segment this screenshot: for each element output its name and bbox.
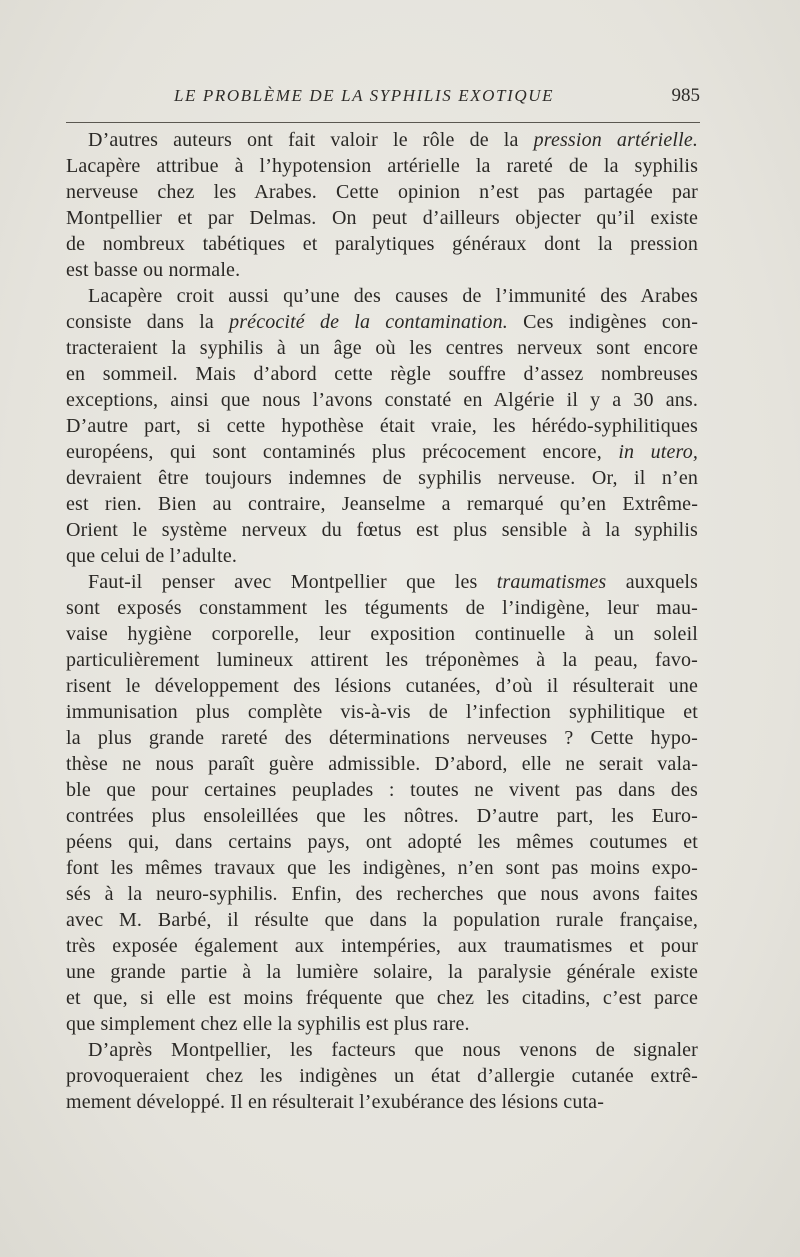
text-line: est basse ou normale. xyxy=(66,259,241,281)
text-line: Orient le système nerveux du fœtus est plus sensible à la syphilis xyxy=(66,519,698,541)
text-line: que celui de l’adulte. xyxy=(66,545,238,567)
text-line: très exposée également aux intempéries, aux traumatismes et pour xyxy=(66,935,698,957)
text-line: avec M. Barbé, il résulte que dans la population rurale française, xyxy=(66,909,698,931)
text-line: particulièrement lumineux attirent les tréponèmes à la peau, favo- xyxy=(66,649,698,671)
italic-term: traumatismes xyxy=(496,571,607,593)
text-line: devraient être toujours indemnes de syphilis nerveuse. Or, il n’en xyxy=(66,467,698,489)
text-line: ble que pour certaines peuplades : toutes ne vivent pas dans des xyxy=(66,779,698,801)
text-line: provoqueraient chez les indigènes un état d’allergie cutanée extrê- xyxy=(66,1065,698,1087)
italic-term: in utero, xyxy=(618,441,698,463)
text-line: mement développé. Il en résulterait l’exubérance des lésions cuta- xyxy=(66,1091,605,1113)
text-line: D’après Montpellier, les facteurs que nous venons de signaler xyxy=(88,1039,698,1061)
text-line: contrées plus ensoleillées que les nôtres. D’autre part, les Euro- xyxy=(66,805,698,827)
running-title: LE PROBLÈME DE LA SYPHILIS EXOTIQUE xyxy=(174,86,555,105)
text-line: Montpellier et par Delmas. On peut d’ailleurs objecter qu’il existe xyxy=(66,207,698,229)
text-line: risent le développement des lésions cutanées, d’où il résulterait une xyxy=(66,675,698,697)
text-line: nerveuse chez les Arabes. Cette opinion n’est pas partagée par xyxy=(66,181,698,203)
text-line: une grande partie à la lumière solaire, la paralysie générale existe xyxy=(66,961,698,983)
text-line: est rien. Bien au contraire, Jeanselme a remarqué qu’en Extrême- xyxy=(66,493,698,515)
text-line: que simplement chez elle la syphilis est plus rare. xyxy=(66,1013,470,1035)
italic-term: précocité de la contamination. xyxy=(229,311,508,333)
text-line: européens, qui sont contaminés plus précocement encore, in utero, xyxy=(66,441,698,463)
body-text xyxy=(66,127,698,1115)
text-line: immunisation plus complète vis-à-vis de l’infection syphilitique et xyxy=(66,701,698,723)
page-header xyxy=(66,86,700,116)
text-line: consiste dans la précocité de la contamination. Ces indigènes con- xyxy=(66,311,699,333)
text-line: vaise hygiène corporelle, leur exposition continuelle à un soleil xyxy=(66,623,698,645)
text-line: la plus grande rareté des déterminations nerveuses ? Cette hypo- xyxy=(66,727,698,749)
text-line: tracteraient la syphilis à un âge où les centres nerveux sont encore xyxy=(66,337,698,359)
text-line: de nombreux tabétiques et paralytiques généraux dont la pression xyxy=(66,233,698,255)
page-number: 985 xyxy=(671,85,700,106)
text-line: Lacapère attribue à l’hypotension artérielle la rareté de la syphilis xyxy=(66,155,698,177)
text-line: et que, si elle est moins fréquente que chez les citadins, c’est parce xyxy=(66,987,698,1009)
text-line: sont exposés constamment les téguments de l’indigène, leur mau- xyxy=(66,597,698,619)
text-line: font les mêmes travaux que les indigènes, n’en sont pas moins expo- xyxy=(66,857,698,879)
text-line: sés à la neuro-syphilis. Enfin, des recherches que nous avons faites xyxy=(66,883,698,905)
text-line: péens qui, dans certains pays, ont adopté les mêmes coutumes et xyxy=(66,831,698,853)
text-line: thèse ne nous paraît guère admissible. D’abord, elle ne serait vala- xyxy=(66,753,698,775)
text-line: D’autres auteurs ont fait valoir le rôle de la pression artérielle. xyxy=(88,129,699,151)
header-rule xyxy=(66,122,700,123)
text-line: en sommeil. Mais d’abord cette règle souffre d’assez nombreuses xyxy=(66,363,698,385)
italic-term: pression artérielle. xyxy=(533,129,699,151)
text-line: Faut-il penser avec Montpellier que les traumatismes auxquels xyxy=(88,571,698,593)
text-line: exceptions, ainsi que nous l’avons constaté en Algérie il y a 30 ans. xyxy=(66,389,698,411)
text-line: Lacapère croit aussi qu’une des causes de l’immunité des Arabes xyxy=(88,285,698,307)
text-line: D’autre part, si cette hypothèse était vraie, les hérédo-syphilitiques xyxy=(66,415,698,437)
